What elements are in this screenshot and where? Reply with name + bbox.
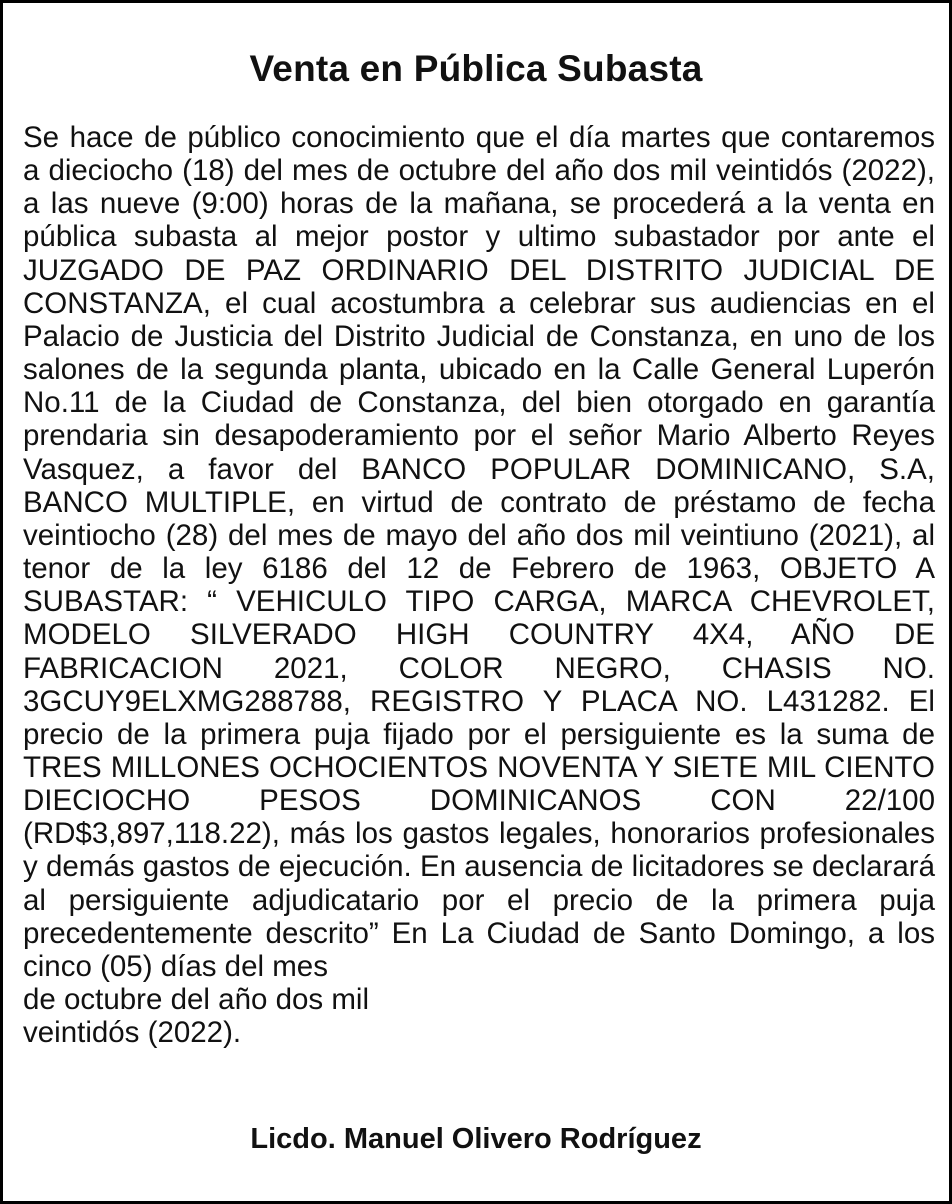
notice-body [23,121,935,1049]
notice-body-text: Se hace de público conocimiento que el día martes que contaremos a dieciocho (18) del mes de octubre del año dos mil veintidós (2022), a las nueve (9:00) horas de la mañana, se procederá a la venta en pública subasta al mejor postor y ultimo subastador por ante el JUZGADO DE PAZ ORDINARIO DEL DISTRITO JUDICIAL DE CONSTANZA, el cual acostumbra a celebrar sus audiencias en el Palacio de Justicia del Distrito Judicial de Constanza, en uno de los salones de la segunda planta, ubicado en la Calle General Luperón No.11 de la Ciudad de Constanza, del bien otorgado en garantía prendaria sin desapoderamiento por el señor Mario Alberto Reyes Vasquez, a favor del BANCO POPULAR DOMINICANO, S.A, BANCO MULTIPLE, en virtud de contrato de préstamo de fecha veintiocho (28) del mes de mayo del año dos mil veintiuno (2021), al tenor de la ley 6186 del 12 de Febrero de 1963, OBJETO A SUBASTAR: “ VEHICULO TIPO CARGA, MARCA CHEVROLET, MODELO SILVERADO HIGH COUNTRY 4X4, AÑO DE FABRICACION 2021, COLOR NEGRO, CHASIS NO. 3GCUY9ELXMG288788, REGISTRO Y PLACA NO. L431282. El precio de la primera puja fijado por el persiguiente es la suma de TRES MILLONES OCHOCIENTOS NOVENTA Y SIETE MIL CIENTO DIECIOCHO PESOS DOMINICANOS CON 22/100 (RD$3,897,118.22), más los gastos legales, honorarios profesionales y demás gastos de ejecución. En ausencia de licitadores se declarará al persiguiente adjudicatario por el precio de la primera puja precedentemente descrito” En La Ciudad de Santo Domingo, a los cinco (05) días del mes [23,121,935,983]
notice-closing-line-2: veintidós (2022). [23,1016,242,1050]
notice-title: Venta en Pública Subasta [249,48,703,89]
notice-closing-line-1: de octubre del año dos mil [23,983,370,1017]
signature: Licdo. Manuel Olivero Rodríguez [250,1123,702,1155]
